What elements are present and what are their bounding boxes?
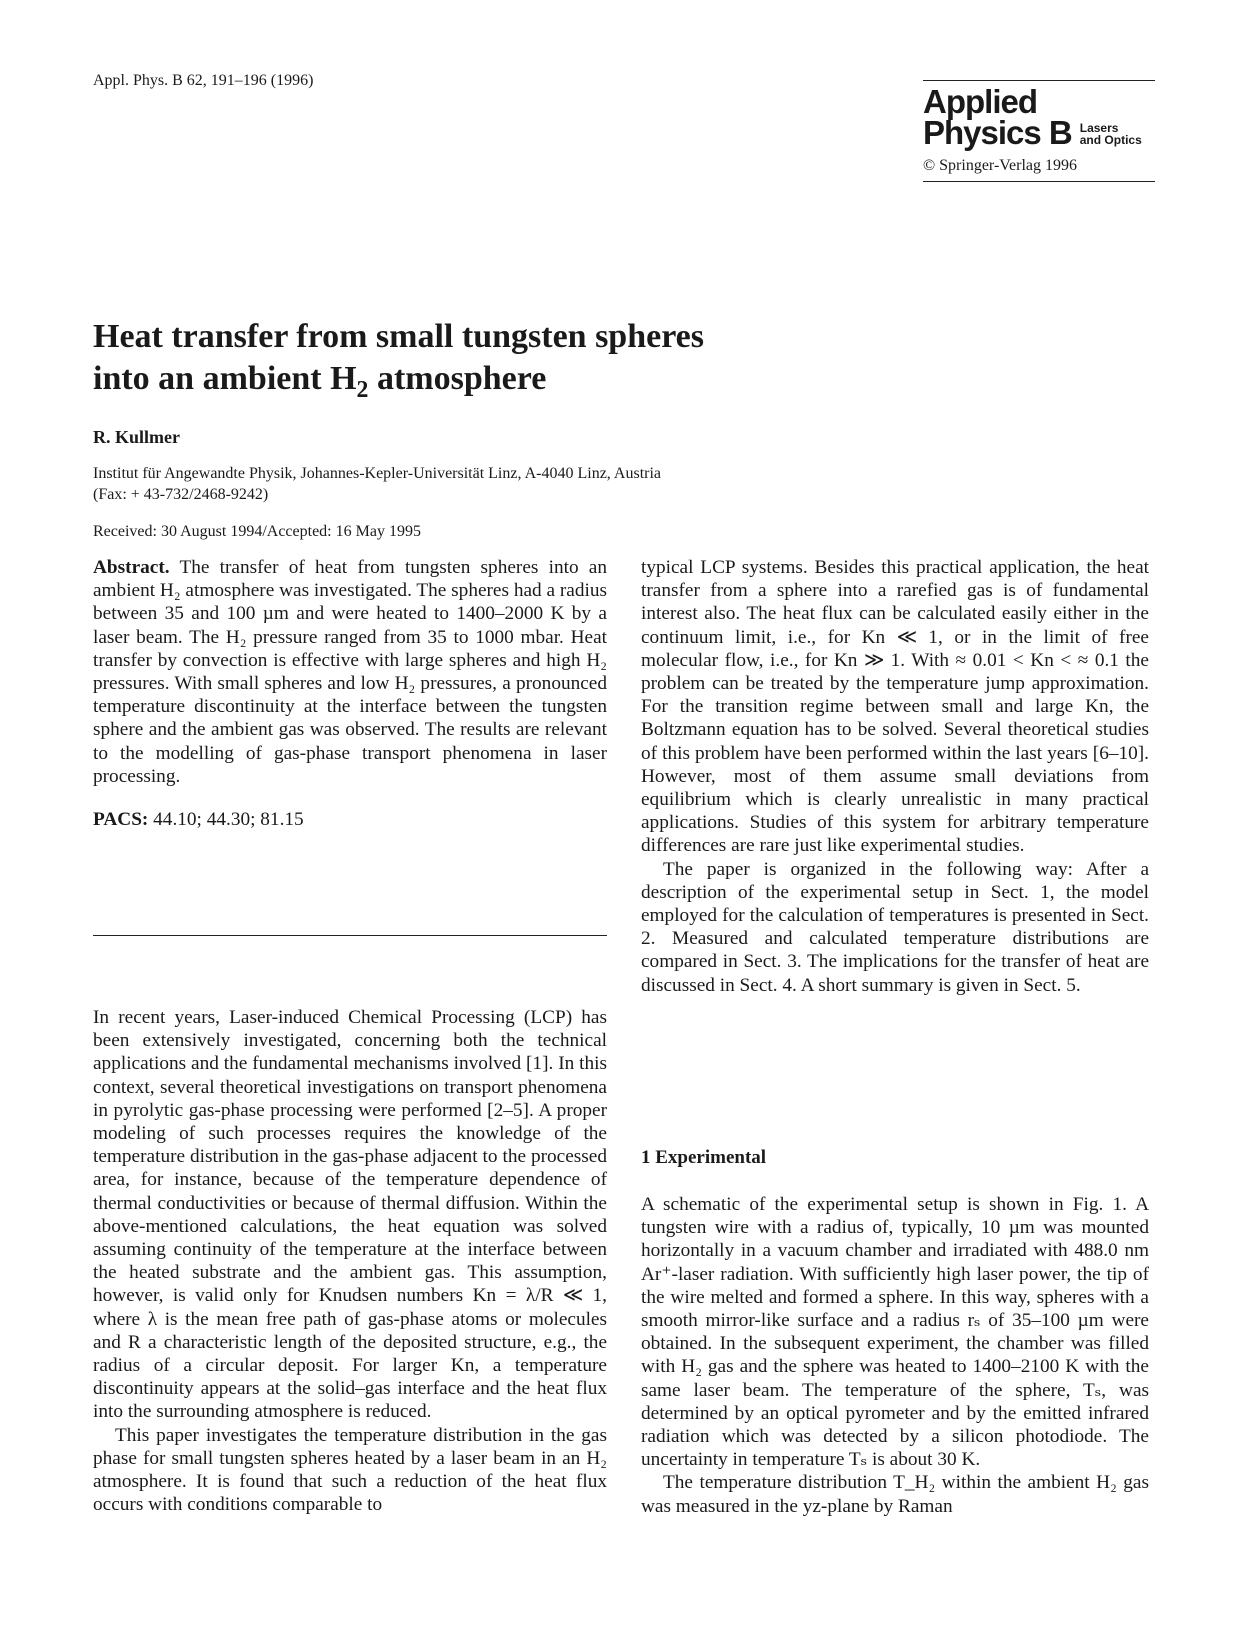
abstract [93,556,607,788]
journal-name-line1: Applied [923,83,1037,120]
intro-paragraph-2: This paper investigates the temperature distribution in the gas phase for small tungsten spheres heated by a laser beam in an H₂ atmosphere. It is found that such a reduction of the heat flux occurs with conditions comparable to [93,1424,607,1516]
journal-logo [923,80,1155,182]
journal-subtitle-1: Lasers [1079,121,1119,135]
abstract-label: Abstract. [93,557,170,578]
paper-title [93,316,704,411]
received-dates: Received: 30 August 1994/Accepted: 16 May 1995 [93,523,421,540]
journal-citation: Appl. Phys. B 62, 191–196 (1996) [93,72,314,89]
experimental-body [641,1193,1149,1518]
affiliation-line-1: Institut für Angewandte Physik, Johannes-Kepler-Universität Linz, A-4040 Linz, Austria [93,465,662,482]
section-heading-experimental: 1 Experimental [641,1147,767,1168]
experimental-paragraph-2: The temperature distribution T_H₂ within the ambient H₂ gas was measured in the yz-plane by Raman [641,1472,1149,1517]
abstract-block [93,556,607,831]
affiliation-fax: (Fax: + 43-732/2468-9242) [93,486,269,503]
journal-subtitle-2: and Optics [1079,133,1142,147]
pacs-value: 44.10; 44.30; 81.15 [148,809,304,831]
abstract-text: The transfer of heat from tungsten spheres into an ambient H₂ atmosphere was investigated. The spheres had a radius between 35 and 100 µm and were heated to 1400–2000 K by a laser beam. The H₂ pressure ranged from 35 to 1000 mbar. Heat transfer by convection is effective with large spheres and high H₂ pressures. With small spheres and low H₂ pressures, a pronounced temperature discontinuity at the interface between the tungsten sphere and the ambient gas was observed. The results are relevant to the modelling of gas-phase transport phenomena in laser processing. [93,557,607,787]
right-column-body [641,556,1149,997]
pacs [93,808,607,831]
journal-subtitle [1080,122,1142,146]
author: R. Kullmer [93,427,180,447]
copyright: © Springer-Verlag 1996 [923,157,1078,174]
pacs-label: PACS: [93,809,149,831]
title-line-2: into an ambient $H_2$ atmosphere [93,360,547,403]
affiliation [93,463,661,505]
intro-paragraph-3: typical LCP systems. Besides this practical application, the heat transfer from a sphere into a rarefied gas is of fundamental interest also. The heat flux can be calculated easily either in the continuum limit, i.e., for Kn ≪ 1, or in the limit of free molecular flow, i.e., for Kn ≫ 1. With ≈ 0.01 < Kn < ≈ 0.1 the problem can be treated by the temperature jump approximation. For the transition regime between small and large Kn, the Boltzmann equation has to be solved. Several theoretical studies of this problem have been performed within the last years [6–10]. However, most of them assume small deviations from equilibrium which is clearly unrealistic in many practical applications. Studies of this system for arbitrary temperature differences are rare just like experimental studies. [641,557,1149,857]
title-line-1: Heat transfer from small tungsten spheres [93,318,705,355]
intro-paragraph-4: The paper is organized in the following way: After a description of the experimental setup in Sect. 1, the model employed for the calculation of temperatures is presented in Sect. 2. Measured and calculated temperature distributions are compared in Sect. 3. The implications for the transfer of heat are discussed in Sect. 4. A short summary is given in Sect. 5. [641,858,1149,996]
section-divider [93,935,607,936]
experimental-paragraph-1: A schematic of the experimental setup is shown in Fig. 1. A tungsten wire with a radius of, typically, 10 µm was mounted horizontally in a vacuum chamber and irradiated with 488.0 nm Ar⁺-laser radiation. With sufficiently high laser power, the tip of the wire melted and formed a sphere. In this way, spheres with a smooth mirror-like surface and a radius rₛ of 35–100 µm were obtained. In the subsequent experiment, the chamber was filled with H₂ gas and the sphere was heated to 1400–2100 K with the same laser beam. The temperature of the sphere, Tₛ, was determined by an optical pyrometer and by the emitted infrared radiation which was detected by a silicon photodiode. The uncertainty in temperature Tₛ is about 30 K. [641,1194,1149,1471]
intro-paragraph-1: In recent years, Laser-induced Chemical Processing (LCP) has been extensively investigated, concerning both the technical applications and the fundamental mechanisms involved [1]. In this context, several theoretical investigations on transport phenomena in pyrolytic gas-phase processing were performed [2–5]. A proper modeling of such processes requires the knowledge of the temperature distribution in the gas-phase adjacent to the processed area, for instance, because of the temperature dependence of thermal conductivities or because of thermal diffusion. Within the above-mentioned calculations, the heat equation was solved assuming continuity of the temperature at the interface between the heated substrate and the ambient gas. This assumption, however, is valid only for Knudsen numbers Kn = λ/R ≪ 1, where λ is the mean free path of gas-phase atoms or molecules and R a characteristic length of the deposited structure, e.g., the radius of a circular deposit. For larger Kn, a temperature discontinuity appears at the solid–gas interface and the heat flux into the surrounding atmosphere is reduced. [93,1007,607,1423]
left-column-body [93,1006,607,1516]
journal-name-line2: Physics B [923,114,1072,151]
